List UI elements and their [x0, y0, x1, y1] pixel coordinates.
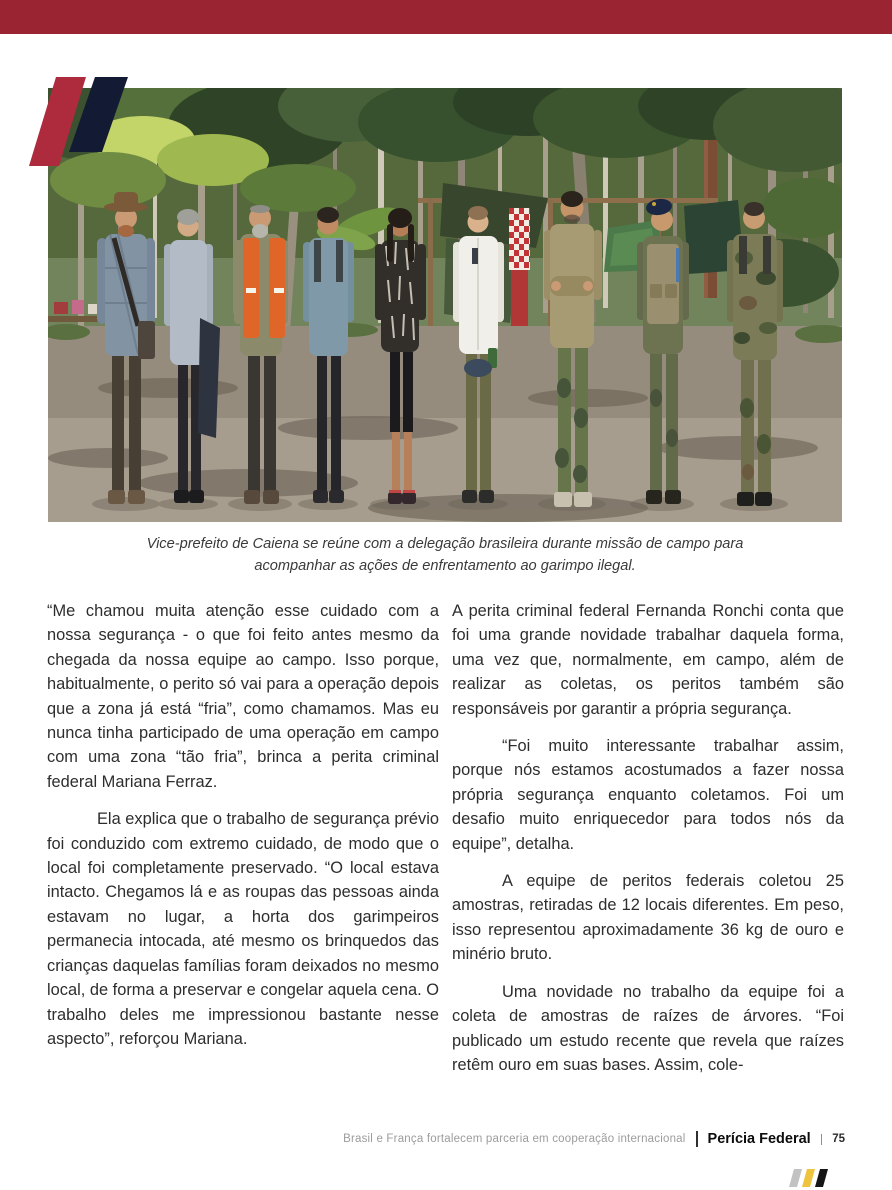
paragraph: “Me chamou muita atenção esse cuidado com a nossa segurança - o que foi feito antes mesmo da chegada da nossa equipe ao campo. Isso porque, habitualmente, o perito só vai para a operação depois que a zona já está “fria”, como chamamos. Mas eu nunca tinha participado de uma operação em campo com uma zona “tão fria”, brinca a perita criminal federal Mariana Ferraz. [47, 602, 439, 791]
paragraph: A equipe de peritos federais coletou 25 amostras, retiradas de 12 locais diferentes. Em peso, isso representou aproximadamente 36 kg de ouro e minério bruto. [452, 872, 844, 964]
paragraph: Ela explica que o trabalho de segurança prévio foi conduzido com extremo cuidado, de modo que o local foi completamente preservado. “O local estava intacto. Chegamos lá e as roupas das pessoas ainda estavam no lugar, a horta dos garimpeiros permanecia intocada, até mesmo os brinquedos das crianças daquelas famílias foram deixados no mesmo local, de forma a preservar e congelar aquela cena. O trabalho deles me impressionou bastante nesse aspecto”, reforçou Mariana. [47, 810, 439, 1048]
footer-magazine-name: Perícia Federal [707, 1131, 811, 1147]
article-column-right [452, 599, 844, 1090]
footer-separator [821, 1134, 823, 1145]
footer-page-number: 75 [832, 1133, 845, 1145]
photo-caption-text: Vice-prefeito de Caiena se reúne com a delegação brasileira durante missão de campo para acompanhar as ações de enfrentamento ao garimpo ilegal. [146, 536, 744, 574]
corner-slashes-icon [789, 1169, 831, 1188]
footer-article-title: Brasil e França fortalecem parceria em cooperação internacional [343, 1133, 686, 1145]
photo-caption [48, 534, 842, 577]
paragraph: Uma novidade no trabalho da equipe foi a coleta de amostras de raízes de árvores. “Foi publicado um estudo recente que revela que raízes retêm ouro em suas bases. Assim, cole- [452, 982, 844, 1074]
brand-slashes-icon [0, 0, 200, 200]
paragraph: A perita criminal federal Fernanda Ronchi conta que foi uma grande novidade trabalhar daquela forma, uma vez que, normalmente, em campo, além de realizar as coletas, os peritos também são responsáveis por garantir a própria segurança. [452, 602, 844, 718]
page-footer [343, 1131, 845, 1147]
footer-separator [696, 1131, 698, 1147]
article-column-left [47, 599, 439, 1064]
paragraph: “Foi muito interessante trabalhar assim, porque nós estamos acostumados a fazer nossa própria segurança enquanto coletamos. Foi um desafio muito enriquecedor para todos nós da equipe”, detalha. [452, 737, 844, 853]
